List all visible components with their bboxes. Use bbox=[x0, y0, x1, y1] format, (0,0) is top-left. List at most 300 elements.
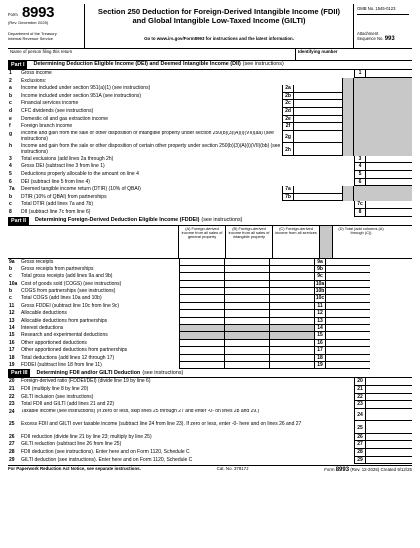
amount-field[interactable] bbox=[365, 179, 412, 187]
amount-field[interactable] bbox=[365, 201, 412, 209]
line-number: d bbox=[9, 107, 13, 114]
part-1-note: (see instructions) bbox=[242, 61, 284, 68]
column-a-field[interactable] bbox=[179, 310, 224, 317]
line-number: 5 bbox=[9, 170, 12, 177]
column-d-field[interactable] bbox=[325, 259, 370, 266]
shaded-cell bbox=[342, 78, 353, 86]
column-c-field bbox=[269, 325, 314, 332]
line-number: 17 bbox=[9, 347, 15, 354]
shaded-cell bbox=[342, 85, 353, 93]
column-header-spacer bbox=[8, 226, 178, 258]
part-2-lines bbox=[8, 259, 412, 370]
line-number: 7a bbox=[9, 186, 15, 193]
column-a-field[interactable] bbox=[179, 303, 224, 310]
line-box-label: 16 bbox=[314, 340, 325, 347]
line-box-label: 15 bbox=[314, 332, 325, 339]
amount-field[interactable] bbox=[365, 401, 412, 409]
identifying-number-field[interactable] bbox=[295, 49, 412, 60]
amount-field[interactable] bbox=[365, 394, 412, 402]
column-b-field[interactable] bbox=[224, 303, 269, 310]
amount-field[interactable] bbox=[365, 441, 412, 449]
column-b-header: (B) Foreign-derived income from all sales of intangible property bbox=[225, 226, 272, 258]
line-number: c bbox=[9, 100, 12, 107]
attachment-sequence bbox=[357, 32, 395, 42]
form-line bbox=[8, 259, 412, 266]
form-line bbox=[8, 281, 412, 288]
column-a-field[interactable] bbox=[179, 347, 224, 354]
line-description: Income and gain from the sale or other disposition of intangible property under section 250(b)(3)(A)(i)(VII)(aa) (see instructions) bbox=[21, 130, 274, 143]
form-line bbox=[8, 386, 412, 394]
amount-field[interactable] bbox=[293, 100, 342, 108]
form-line bbox=[8, 325, 412, 332]
part-1-tag: Part I bbox=[8, 61, 27, 69]
amount-field[interactable] bbox=[293, 194, 342, 202]
form-title-line-1: Section 250 Deduction for Foreign-Derived Intangible Income (FDII) bbox=[97, 7, 341, 16]
amount-field[interactable] bbox=[365, 163, 412, 171]
column-a-field[interactable] bbox=[179, 318, 224, 325]
line-description: Financial services income bbox=[21, 100, 79, 107]
line-box-label: 20 bbox=[354, 378, 365, 386]
line-number: g bbox=[9, 130, 13, 137]
column-b-field[interactable] bbox=[224, 295, 269, 302]
column-a-field[interactable] bbox=[179, 295, 224, 302]
line-box-label: 4 bbox=[354, 163, 365, 171]
column-c-field[interactable] bbox=[269, 281, 314, 288]
department-line-1: Department of the Treasury bbox=[8, 31, 57, 36]
form-line bbox=[8, 163, 412, 171]
shaded-cell bbox=[353, 100, 412, 108]
footer-form-number: 8993 bbox=[335, 467, 350, 474]
sequence-number: 993 bbox=[384, 35, 395, 42]
line-number: 22 bbox=[9, 393, 15, 400]
shaded-cell bbox=[353, 85, 412, 93]
line-number: e bbox=[9, 115, 12, 122]
line-description: Research and experimental deductions bbox=[21, 332, 108, 339]
line-description: Excess FDII and GILTI over taxable income (subtract line 24 from line 23). If zero or less, enter -0- here and on lines 26 and 27 bbox=[21, 421, 302, 427]
line-number: 11 bbox=[9, 302, 15, 309]
paperwork-notice bbox=[8, 467, 141, 473]
form-line bbox=[8, 295, 412, 302]
line-number: b bbox=[9, 265, 13, 272]
part-2-header bbox=[8, 217, 412, 226]
part-2-tag: Part II bbox=[8, 217, 29, 225]
column-a-field[interactable] bbox=[179, 266, 224, 273]
form-title-line-2: and Global Intangible Low-Taxed Income (GILTI) bbox=[132, 16, 306, 25]
column-c-field[interactable] bbox=[269, 355, 314, 362]
line-box-label: 2h bbox=[282, 143, 293, 156]
form-line bbox=[8, 355, 412, 362]
line-description: Domestic oil and gas extraction income bbox=[21, 115, 108, 122]
line-box-label: 9b bbox=[314, 266, 325, 273]
shaded-cell bbox=[342, 108, 353, 116]
part-3-lines bbox=[8, 378, 412, 464]
line-number: 8 bbox=[9, 208, 12, 215]
form-line bbox=[8, 347, 412, 354]
form-line bbox=[8, 143, 412, 156]
column-c-field[interactable] bbox=[269, 310, 314, 317]
line-box-label: 1 bbox=[354, 70, 365, 78]
line-description: DTIR (10% of QBAI) from partnerships bbox=[21, 193, 107, 200]
line-description: GILTI inclusion (see instructions) bbox=[21, 393, 94, 400]
blank-cell bbox=[284, 78, 342, 86]
line-description: Income included under section 951(a)(1) (see instructions) bbox=[21, 85, 151, 92]
column-b-field[interactable] bbox=[224, 288, 269, 295]
name-label: Name of person filing this return bbox=[10, 49, 73, 54]
column-d-field[interactable] bbox=[325, 310, 370, 317]
line-description: Allocable deductions bbox=[21, 310, 67, 317]
line-box-label: 10c bbox=[315, 295, 325, 302]
form-line bbox=[8, 85, 412, 93]
line-number: b bbox=[9, 92, 13, 99]
part-1-title: Determining Deduction Eligible Income (DEI) and Deemed Intangible Income (DII) bbox=[33, 61, 241, 68]
amount-field[interactable] bbox=[293, 186, 342, 194]
amount-field[interactable] bbox=[365, 70, 412, 78]
amount-field[interactable] bbox=[293, 93, 342, 101]
line-description: COGS from partnerships (see instructions) bbox=[21, 288, 116, 295]
department bbox=[8, 32, 57, 41]
column-a-field[interactable] bbox=[179, 340, 224, 347]
form-line bbox=[8, 186, 412, 194]
line-box-label: 26 bbox=[354, 434, 365, 442]
line-number: 18 bbox=[9, 354, 15, 361]
line-box-label: 2a bbox=[282, 85, 293, 93]
form-line bbox=[8, 131, 412, 144]
identifying-number-label: Identifying number bbox=[298, 49, 338, 54]
amount-field[interactable] bbox=[293, 123, 342, 131]
shaded-cell bbox=[353, 194, 412, 202]
form-line bbox=[8, 156, 412, 164]
form-line bbox=[8, 100, 412, 108]
shaded-cell bbox=[342, 131, 353, 144]
line-description: CFC dividends (see instructions) bbox=[21, 107, 94, 114]
part-3-note: (see instructions) bbox=[142, 369, 184, 376]
column-d-field[interactable] bbox=[325, 355, 370, 362]
line-box-label: 11 bbox=[314, 303, 325, 310]
line-description: FDII (multiply line 8 by line 20) bbox=[21, 385, 89, 392]
line-description: Exclusions: bbox=[21, 77, 47, 84]
form-number: 8993 bbox=[22, 4, 55, 21]
line-number: 16 bbox=[9, 339, 15, 346]
column-c-field[interactable] bbox=[269, 318, 314, 325]
shaded-cell bbox=[342, 100, 353, 108]
shaded-cell bbox=[342, 116, 353, 124]
line-box-label: 29 bbox=[354, 457, 365, 465]
line-box-label: 7a bbox=[282, 186, 293, 194]
form-line bbox=[8, 303, 412, 310]
form-id-block bbox=[8, 4, 85, 48]
column-d-field[interactable] bbox=[325, 340, 370, 347]
column-d-field[interactable] bbox=[325, 318, 370, 325]
line-box-label: 7b bbox=[282, 194, 293, 202]
shaded-cell bbox=[342, 186, 353, 194]
revision-date: (Rev. December 2025) bbox=[8, 20, 49, 25]
line-number: 20 bbox=[9, 378, 15, 385]
footer-revision: (Rev. 12-2025) Created 9/12/25 bbox=[350, 467, 412, 473]
line-description: GILTI reduction (subtract line 26 from line 25) bbox=[21, 441, 122, 448]
column-b-field[interactable] bbox=[224, 266, 269, 273]
line-box-label: 8 bbox=[354, 209, 365, 217]
amount-field[interactable] bbox=[365, 449, 412, 457]
column-c-field[interactable] bbox=[269, 303, 314, 310]
column-a-field bbox=[179, 325, 224, 332]
column-a-field[interactable] bbox=[179, 355, 224, 362]
line-number: b bbox=[9, 288, 13, 295]
column-d-field[interactable] bbox=[325, 332, 370, 339]
line-description: DII (subtract line 7c from line 6) bbox=[21, 208, 91, 215]
column-d-field[interactable] bbox=[325, 347, 370, 354]
form-line bbox=[8, 123, 412, 131]
amount-field[interactable] bbox=[365, 457, 412, 465]
column-c-field[interactable] bbox=[269, 295, 314, 302]
name-field[interactable] bbox=[8, 49, 295, 60]
line-number: 26 bbox=[9, 433, 15, 440]
line-box-label: 2b bbox=[282, 93, 293, 101]
column-a-field[interactable] bbox=[179, 362, 224, 369]
line-number: c bbox=[9, 295, 12, 302]
department-line-2: Internal Revenue Service bbox=[8, 35, 53, 41]
line-number: h bbox=[9, 143, 13, 150]
part-3-tag: Part III bbox=[8, 369, 30, 377]
line-description: Total deductions (add lines 12 through 17) bbox=[21, 354, 115, 361]
line-box-label: 18 bbox=[314, 355, 325, 362]
line-number: a bbox=[9, 85, 12, 92]
line-description: Deemed tangible income return (DTIR) (10% of QBAI) bbox=[21, 186, 141, 193]
footer-form-id bbox=[324, 467, 412, 473]
amount-field[interactable] bbox=[365, 378, 412, 386]
line-number: 1 bbox=[9, 70, 12, 76]
form-footer bbox=[8, 465, 412, 473]
form-line bbox=[8, 457, 412, 465]
part-2-column-headers bbox=[8, 226, 412, 259]
line-box-label: 9c bbox=[314, 273, 325, 280]
line-description: Gross receipts bbox=[21, 258, 54, 265]
shaded-cell bbox=[342, 194, 353, 202]
column-b-field[interactable] bbox=[224, 318, 269, 325]
catalog-number: Cat. No. 37817J bbox=[216, 466, 249, 472]
line-number: 23 bbox=[9, 401, 15, 408]
line-box-label: 2c bbox=[282, 100, 293, 108]
line-description: DEI (subtract line 5 from line 4) bbox=[21, 178, 90, 185]
part-2-note: (see instructions) bbox=[201, 216, 243, 223]
form-line bbox=[8, 116, 412, 124]
instructions-link[interactable]: Go to www.irs.gov/Form8993 for instructions and the latest information. bbox=[144, 36, 294, 41]
column-b-field[interactable] bbox=[224, 273, 269, 280]
column-b-field[interactable] bbox=[224, 355, 269, 362]
column-a-field[interactable] bbox=[179, 288, 224, 295]
column-d-field[interactable] bbox=[325, 266, 370, 273]
amount-field[interactable] bbox=[365, 171, 412, 179]
line-number: 19 bbox=[9, 361, 15, 368]
column-b-field bbox=[224, 332, 269, 339]
column-c-field[interactable] bbox=[269, 288, 314, 295]
form-page bbox=[8, 4, 412, 540]
line-box-label: 21 bbox=[354, 386, 365, 394]
column-d-field[interactable] bbox=[325, 325, 370, 332]
line-box-label: 9a bbox=[314, 259, 325, 266]
amount-field[interactable] bbox=[293, 116, 342, 124]
line-description: Gross FDDEI (subtract line 10c from line 9c) bbox=[21, 302, 120, 309]
line-description: Total exclusions (add lines 2a through 2h) bbox=[21, 155, 114, 162]
line-box-label: 2g bbox=[282, 131, 293, 144]
line-box-label: 2e bbox=[282, 116, 293, 124]
attachment-label: Attachment bbox=[357, 31, 379, 36]
line-box-label: 2d bbox=[282, 108, 293, 116]
line-description: Other apportioned deductions from partnerships bbox=[21, 347, 128, 354]
line-number: 25 bbox=[9, 421, 15, 428]
form-line bbox=[8, 340, 412, 347]
line-description: Gross DEI (subtract line 3 from line 1) bbox=[21, 163, 105, 170]
line-box-label: 22 bbox=[354, 394, 365, 402]
amount-field[interactable] bbox=[293, 143, 342, 156]
column-b-field bbox=[224, 325, 269, 332]
title-block bbox=[85, 4, 353, 48]
amount-field[interactable] bbox=[293, 108, 342, 116]
column-c-field[interactable] bbox=[269, 347, 314, 354]
line-description: Total COGS (add lines 10a and 10b) bbox=[21, 295, 102, 302]
line-number: 24 bbox=[9, 408, 15, 415]
column-d-field[interactable] bbox=[325, 273, 370, 280]
form-line bbox=[8, 409, 412, 422]
line-description: Other apportioned deductions bbox=[21, 339, 87, 346]
form-line bbox=[8, 332, 412, 339]
amount-field[interactable] bbox=[365, 421, 412, 434]
line-box-label: 17 bbox=[314, 347, 325, 354]
line-box-label: 10b bbox=[315, 288, 325, 295]
line-description: Allocable deductions from partnerships bbox=[21, 317, 108, 324]
amount-field[interactable] bbox=[365, 409, 412, 422]
column-b-field[interactable] bbox=[224, 310, 269, 317]
form-line bbox=[8, 108, 412, 116]
line-description: FDDEI (subtract line 18 from line 11) bbox=[21, 361, 102, 368]
line-box-label: 14 bbox=[314, 325, 325, 332]
column-d-field[interactable] bbox=[325, 303, 370, 310]
line-description: Interest deductions bbox=[21, 325, 64, 332]
amount-field[interactable] bbox=[365, 156, 412, 164]
omb-block bbox=[353, 4, 412, 48]
amount-field[interactable] bbox=[365, 209, 412, 217]
line-description: Total DTIR (add lines 7a and 7b) bbox=[21, 201, 93, 208]
line-box-label: 12 bbox=[314, 310, 325, 317]
column-d-field[interactable] bbox=[325, 295, 370, 302]
part-3-title: Determining FDII and/or GILTI Deduction bbox=[36, 369, 141, 376]
shaded-cell bbox=[353, 143, 412, 156]
column-d-field[interactable] bbox=[325, 281, 370, 288]
line-number: 6 bbox=[9, 178, 12, 185]
amount-field[interactable] bbox=[293, 131, 342, 144]
line-description: FDII reduction (divide line 21 by line 23; multiply by line 25) bbox=[21, 433, 152, 440]
line-number: 9a bbox=[9, 258, 15, 265]
form-line bbox=[8, 394, 412, 402]
column-a-field[interactable] bbox=[179, 259, 224, 266]
column-c-field[interactable] bbox=[269, 273, 314, 280]
line-number: 4 bbox=[9, 163, 12, 170]
column-c-field bbox=[269, 332, 314, 339]
line-number: 12 bbox=[9, 310, 15, 317]
column-a-field[interactable] bbox=[179, 273, 224, 280]
line-number: 29 bbox=[9, 456, 15, 463]
column-b-field[interactable] bbox=[224, 347, 269, 354]
line-box-label: 25 bbox=[354, 421, 365, 434]
line-box-label: 23 bbox=[354, 401, 365, 409]
line-number: 2 bbox=[9, 77, 12, 84]
column-b-field[interactable] bbox=[224, 281, 269, 288]
form-line bbox=[8, 378, 412, 386]
shaded-cell bbox=[342, 123, 353, 131]
column-c-field[interactable] bbox=[269, 266, 314, 273]
column-a-header: (A) Foreign-derived income from all sales of general property bbox=[178, 226, 225, 258]
form-line bbox=[8, 194, 412, 202]
column-a-field bbox=[179, 332, 224, 339]
form-line bbox=[8, 209, 412, 217]
line-box-label: 6 bbox=[354, 179, 365, 187]
shaded-cell bbox=[353, 78, 412, 86]
line-number: 28 bbox=[9, 448, 15, 455]
line-box-label: 24 bbox=[354, 409, 365, 422]
shaded-cell bbox=[353, 116, 412, 124]
form-word: Form bbox=[8, 12, 18, 17]
line-description: Taxable income (see instructions) (If zero or less, skip lines 25 through 27 and enter -0- on lines 28 and 29.) bbox=[21, 408, 260, 415]
column-label-spacer bbox=[319, 226, 332, 258]
line-description: Deductions properly allocable to the amount on line 4 bbox=[21, 170, 139, 177]
column-b-field[interactable] bbox=[224, 259, 269, 266]
column-c-header: (C) Foreign-derived income from all services bbox=[272, 226, 319, 258]
line-box-label: 19 bbox=[314, 362, 325, 369]
column-d-field[interactable] bbox=[325, 362, 370, 369]
line-description: Cost of goods sold (COGS) (see instructions) bbox=[21, 280, 122, 287]
form-line bbox=[8, 70, 412, 78]
column-b-field[interactable] bbox=[224, 340, 269, 347]
column-c-field[interactable] bbox=[269, 259, 314, 266]
line-description: FDII deduction (see instructions). Enter here and on Form 1120, Schedule C bbox=[21, 448, 190, 455]
shaded-cell bbox=[353, 108, 412, 116]
line-number: 15 bbox=[9, 332, 15, 339]
column-a-field[interactable] bbox=[179, 281, 224, 288]
line-box-label: 10a bbox=[315, 280, 325, 287]
form-line bbox=[8, 441, 412, 449]
column-c-field[interactable] bbox=[269, 362, 314, 369]
line-description: Total gross receipts (add lines 9a and 9b) bbox=[21, 273, 113, 280]
line-description: Gross receipts from partnerships bbox=[21, 265, 94, 272]
line-number: f bbox=[9, 123, 11, 130]
amount-field[interactable] bbox=[293, 85, 342, 93]
amount-field[interactable] bbox=[365, 434, 412, 442]
line-box-label: 2f bbox=[282, 123, 293, 131]
line-description: Income included under section 951A (see instructions) bbox=[21, 92, 142, 99]
line-description: GILTI deduction (see instructions). Enter here and on Form 1120, Schedule C bbox=[21, 456, 193, 463]
form-line bbox=[8, 421, 412, 434]
form-line bbox=[8, 401, 412, 409]
line-description: Foreign-derived ratio (FDDEI/DEI) (divide line 19 by line 6) bbox=[21, 378, 151, 385]
form-line bbox=[8, 449, 412, 457]
form-line bbox=[8, 201, 412, 209]
column-c-field[interactable] bbox=[269, 340, 314, 347]
shaded-cell bbox=[353, 93, 412, 101]
part-2-title: Determining Foreign-Derived Deduction Eligible Income (FDDEI) bbox=[34, 216, 200, 223]
shaded-cell bbox=[342, 143, 353, 156]
column-d-header: (D) Total (add columns (A) through (C)) bbox=[332, 226, 389, 258]
amount-field[interactable] bbox=[365, 386, 412, 394]
line-number: 13 bbox=[9, 317, 15, 324]
shaded-cell bbox=[342, 93, 353, 101]
shaded-cell bbox=[353, 123, 412, 131]
line-box-label: 5 bbox=[354, 171, 365, 179]
column-d-field[interactable] bbox=[325, 288, 370, 295]
line-description: Foreign branch income bbox=[21, 123, 73, 130]
line-box-label: 27 bbox=[354, 441, 365, 449]
column-b-field[interactable] bbox=[224, 362, 269, 369]
form-line bbox=[8, 288, 412, 295]
sequence-label: Sequence No. bbox=[357, 35, 384, 41]
